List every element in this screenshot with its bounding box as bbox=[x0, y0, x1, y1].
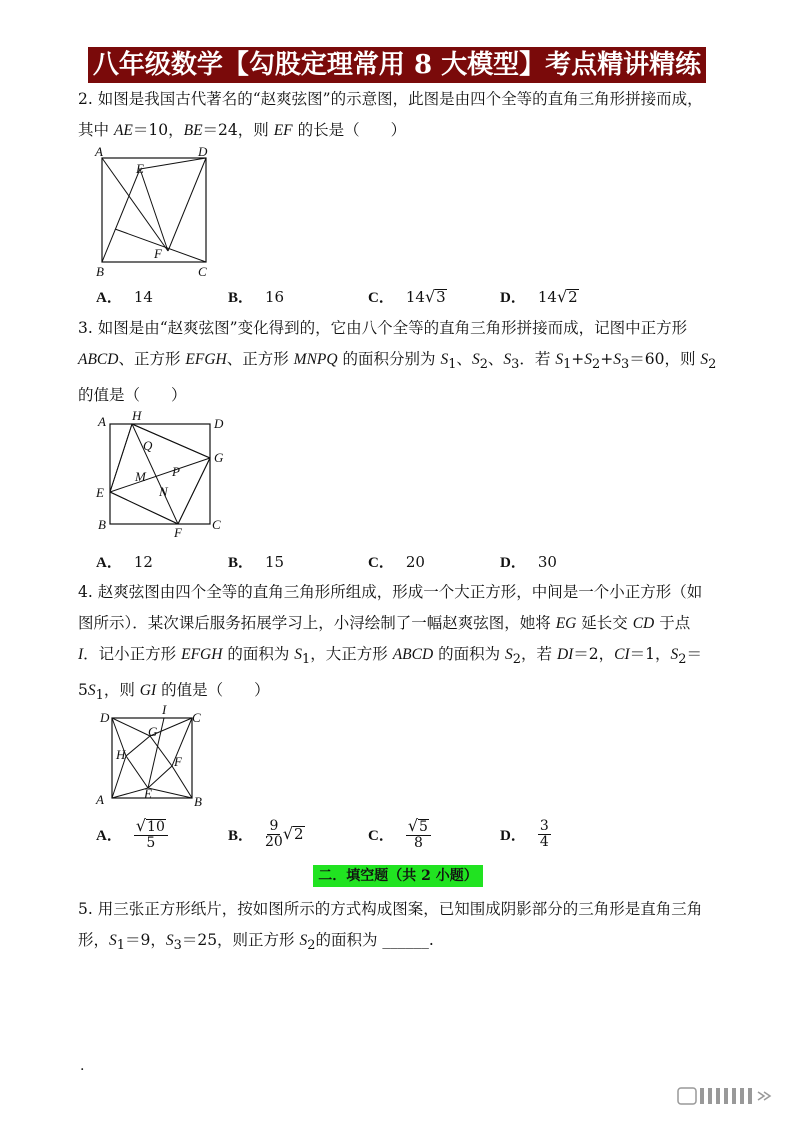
q5-line2: 形，$S_1=9$，$S_3=25$，则正方形 $S_2$的面积为 ______. bbox=[78, 931, 434, 954]
question-5 bbox=[78, 894, 723, 961]
q4-label-H: H bbox=[116, 747, 126, 762]
q5-line1: 5. 用三张正方形纸片，按如图所示的方式构成图案，已知围成阴影部分的三角形是直角三角 bbox=[78, 900, 703, 918]
q2-options bbox=[96, 286, 579, 307]
q5-answer-blank[interactable]: ______ bbox=[382, 931, 429, 949]
q2-option-a[interactable]: A． 14 bbox=[96, 287, 153, 306]
q3-label-C: C bbox=[212, 517, 221, 532]
q4-label-D: D bbox=[100, 710, 110, 725]
q2-label-B: B bbox=[96, 264, 104, 279]
q3-label-N: N bbox=[159, 484, 168, 499]
q2-option-b[interactable]: B． 16 bbox=[228, 287, 285, 306]
q4-line2: 图所示）．某次课后服务拓展学习上，小浔绘制了一幅赵爽弦图，她将 EG 延长交 CD 于点 bbox=[78, 614, 691, 632]
q4-option-a[interactable]: A． √ 10 5 bbox=[96, 818, 228, 850]
q4-options bbox=[96, 818, 551, 850]
q4-label-I: I bbox=[162, 702, 167, 717]
q3-option-a[interactable]: A． 12 bbox=[96, 552, 153, 571]
q3-label-F: F bbox=[174, 525, 182, 540]
q4-label-B: B bbox=[194, 794, 202, 809]
q3-label-E: E bbox=[96, 485, 104, 500]
q2-label-E: E bbox=[136, 161, 144, 176]
q2-line1: 2. 如图是我国古代著名的“赵爽弦图”的示意图，此图是由四个全等的直角三角形拼接而成， bbox=[78, 90, 703, 108]
q4-option-b[interactable]: B． $\frac{9}{20}$ √ 2 bbox=[228, 818, 304, 850]
q3-line1: 3. 如图是由“赵爽弦图”变化得到的，它由八个全等的直角三角形拼接而成，记图中正方形 bbox=[78, 319, 688, 337]
q3-option-b[interactable]: B． 15 bbox=[228, 552, 285, 571]
q4-option-c[interactable]: C． √ 5 8 bbox=[368, 818, 500, 850]
q3-label-G: G bbox=[214, 450, 224, 465]
q4-line1: 4. 赵爽弦图由四个全等的直角三角形所组成，形成一个大正方形，中间是一个小正方形（如 bbox=[78, 583, 703, 601]
q3-label-H: H bbox=[132, 408, 142, 423]
q2-label-C: C bbox=[198, 264, 207, 279]
question-4 bbox=[78, 577, 723, 711]
section-heading-fill-in: 二．填空题（共 2 小题） bbox=[313, 865, 483, 887]
q3-line2: ABCD、正方形 EFGH、正方形 MNPQ 的面积分别为 $S_1$、$S_2$、$S_3$．若 $S_1+S_2+S_3=60$，则 $S_2$ bbox=[78, 350, 717, 373]
q3-label-D: D bbox=[214, 416, 224, 431]
q4-label-F: F bbox=[174, 754, 182, 769]
q4-option-d[interactable]: D． $\frac{3}{4}$ bbox=[500, 818, 549, 850]
q2-label-A: A bbox=[95, 145, 103, 159]
q3-label-Q: Q bbox=[143, 438, 153, 453]
q3-options bbox=[96, 551, 557, 572]
q4-label-A: A bbox=[96, 792, 104, 807]
q4-label-G: G bbox=[148, 724, 158, 739]
q3-label-P: P bbox=[172, 464, 180, 479]
q3-option-d[interactable]: D． 30 bbox=[500, 552, 557, 571]
q3-label-B: B bbox=[98, 517, 106, 532]
q2-figure bbox=[92, 145, 222, 280]
question-2 bbox=[78, 84, 723, 146]
q4-label-E: E bbox=[144, 786, 152, 801]
q4-figure bbox=[92, 702, 222, 814]
q2-option-d[interactable]: D． 14 √ 2 bbox=[500, 286, 578, 306]
q2-label-D: D bbox=[198, 145, 208, 159]
q4-line3: I．记小正方形 EFGH 的面积为 $S_1$，大正方形 ABCD 的面积为 $S_2$，若 DI＝2，CI＝1，$S_2=$ bbox=[78, 645, 703, 668]
q3-figure bbox=[92, 408, 232, 540]
watermark-icon bbox=[676, 1084, 776, 1108]
q2-option-c[interactable]: C． 14 √ 3 bbox=[368, 286, 446, 306]
q2-line2: 其中 AE＝10，BE＝24，则 EF 的长是（ ） bbox=[78, 121, 407, 139]
q4-line4: $5S_1$，则 GI 的值是（ ） bbox=[78, 681, 270, 704]
q4-label-C: C bbox=[192, 710, 201, 725]
q3-line3: 的值是（ ） bbox=[78, 386, 187, 405]
footer-dot: . bbox=[80, 1058, 85, 1074]
question-3 bbox=[78, 313, 723, 411]
q3-option-c[interactable]: C． 20 bbox=[368, 552, 425, 571]
q3-label-M: M bbox=[135, 469, 146, 484]
q2-label-F: F bbox=[154, 246, 162, 261]
q3-label-A: A bbox=[98, 414, 106, 429]
page-banner-title: 八年级数学【勾股定理常用 8 大模型】考点精讲精练 bbox=[88, 47, 706, 83]
